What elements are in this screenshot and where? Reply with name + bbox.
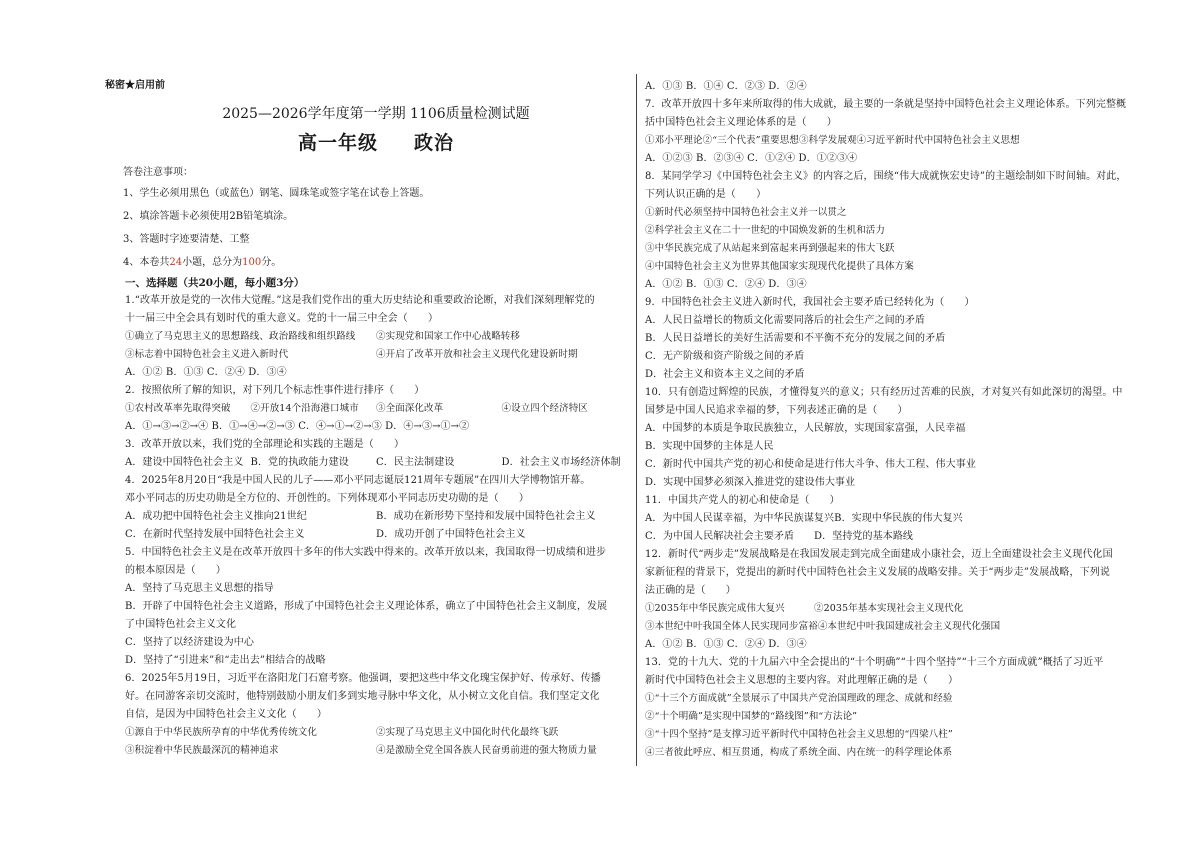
question-9-option-a: A．人民日益增长的物质文化需要同落后的社会生产之间的矛盾 [645,315,926,326]
question-13-cont: 新时代中国特色社会主义思想的主要内容。对此理解正确的是（ ） [645,675,959,686]
question-6-cont-2: 自信，是因为中国特色社会主义文化（ ） [125,709,327,720]
question-10-option-d: D．实现中国梦必须深入推进党的建设伟大事业 [645,477,856,488]
question-11-answers-2: C．为中国人民解决社会主要矛盾 D．坚持党的基本路线 [645,531,914,542]
exam-title: 2025—2026学年度第一学期 1106质量检测试题 [222,106,530,122]
question-6-cont: 好。在同游客亲切交流时，他特别鼓励小朋友们多到实地寻脉中华文化，从小树立文化自信。我们坚定文化 [125,691,600,702]
question-6-options-2: ③积淀着中华民族最深沉的精神追求 ④是激励全党全国各族人民奋勇前进的强大物质力量 [125,745,597,756]
question-8: 8．某同学学习《中国特色社会主义》的内容之后，围绕“伟大成就恢宏史诗”的主题绘制如下时间轴。对此， [645,171,1127,182]
question-12: 12．新时代“两步走”发展战略是在我国发展走到完成全面建成小康社会，迈上全面建设社会主义现代化国 [645,549,1113,560]
question-10-cont: 国梦是中国人民追求幸福的梦，下列表述正确的是（ ） [645,405,908,416]
question-5-option-b: B．开辟了中国特色社会主义道路，形成了中国特色社会主义理论体系，确立了中国特色社会主义制度，发展 [125,601,608,612]
total-score: 100 [242,257,262,268]
question-13-option-4: ④三者彼此呼应、相互贯通，构成了系统全面、内在统一的科学理论体系 [645,747,953,758]
question-4: 4．2025年8月20日“我是中国人民的儿子——邓小平同志诞辰121周年专题展”在四川大学博物馆开幕。 [125,475,591,486]
question-7-cont: 括中国特色社会主义理论体系的是（ ） [645,117,837,128]
question-8-option-3: ③中华民族完成了从站起来到富起来再到强起来的伟大飞跃 [645,243,895,254]
question-13: 13．党的十九大、党的十九届六中全会提出的“十个明确”“十四个坚持”“十三个方面成就”概括了习近平 [645,657,1104,668]
question-1-options: ①确立了马克思主义的思想路线、政治路线和组织路线 ②实现党和国家工作中心战略转移 [125,331,521,342]
column-divider [636,74,637,766]
question-1-cont: 十一届三中全会具有划时代的重大意义。党的十一届三中全会（ ） [125,313,439,324]
notes-heading: 答卷注意事项： [123,167,193,178]
question-12-options-2: ③本世纪中叶我国全体人民实现同步富裕 ④本世纪中叶我国建成社会主义现代化强国 [645,621,1001,632]
question-8-answers: A．①② B．①③ C．②④ D．③④ [645,279,807,290]
question-13-option-2: ②“十个明确”是实现中国梦的“路线图”和“方法论” [645,711,858,722]
section-heading: 一、选择题（共20小题，每小题3分） [125,277,305,289]
question-3: 3．改革开放以来，我们党的全部理论和实践的主题是（ ） [125,439,405,450]
question-11: 11．中国共产党人的初心和使命是（ ） [645,495,840,506]
question-7-answers: A．①②③ B．②③④ C．①②④ D．①②③④ [645,153,858,164]
right-column [645,78,1127,762]
question-4-answers: A．成功把中国特色社会主义推向21世纪 B．成功在新形势下坚持和发展中国特色社会主义 [125,511,596,522]
question-10-option-c: C．新时代中国共产党的初心和使命是进行伟大斗争、伟大工程、伟大事业 [645,459,976,470]
question-9-option-b: B．人民日益增长的美好生活需要和不平衡不充分的发展之间的矛盾 [645,333,946,344]
question-7-options: ①邓小平理论 ②“三个代表”重要思想 ③科学发展观 ④习近平新时代中国特色社会主义思想 [645,135,1020,146]
subject-label: 政治 [414,132,455,154]
note-3: 3、答题时字迹要清楚、工整 [123,234,250,245]
question-4-answers-2: C．在新时代坚持发展中国特色社会主义 D．成功开创了中国特色社会主义 [125,529,526,540]
question-5-option-c: C．坚持了以经济建设为中心 [125,637,254,648]
question-1-options-2: ③标志着中国特色社会主义进入新时代 ④开启了改革开放和社会主义现代化建设新时期 [125,349,578,360]
question-5-option-a: A．坚持了马克思主义思想的指导 [125,583,274,594]
question-6-options: ①源自于中华民族所孕育的中华优秀传统文化 ②实现了马克思主义中国化时代化最终飞跃 [125,727,559,738]
question-2-options: ①农村改革率先取得突破 ②开放14个沿海港口城市 ③全面深化改革 ④设立四个经济特区 [125,403,588,414]
question-10-option-b: B．实现中国梦的主体是人民 [645,441,774,452]
question-8-option-1: ①新时代必须坚持中国特色社会主义并一以贯之 [645,207,847,218]
question-10: 10．只有创造过辉煌的民族，才懂得复兴的意义；只有经历过苦难的民族，才对复兴有如此深切的渴望。中 [645,387,1123,398]
question-9-option-d: D．社会主义和资本主义之间的矛盾 [645,369,805,380]
question-13-option-1: ①“十三个方面成就”全景展示了中国共产党治国理政的理念、成就和经验 [645,693,953,704]
question-5-option-b-cont: 了中国特色社会主义文化 [125,619,237,630]
question-9-option-c: C．无产阶级和资产阶级之间的矛盾 [645,351,805,362]
question-5-cont: 的根本原因是（ ） [125,565,226,576]
question-11-answers: A．为中国人民谋幸福，为中华民族谋复兴 B．实现中华民族的伟大复兴 [645,513,963,524]
question-count: 24 [169,257,183,268]
question-12-cont-2: 法正确的是（ ） [645,585,736,596]
question-6-answers: A．①③ B．①④ C．②③ D．②④ [645,81,807,92]
secret-label: 秘密★启用前 [105,80,165,91]
question-7: 7．改革开放四十多年来所取得的伟大成就，最主要的一条就是坚持中国特色社会主义理论体系。下列完整概 [645,99,1127,110]
question-13-option-3: ③“十四个坚持”是支撑习近平新时代中国特色社会主义思想的“四梁八柱” [645,729,953,740]
question-5: 5．中国特色社会主义是在改革开放四十多年的伟大实践中得来的。改革开放以来，我国取得一切成绩和进步 [125,547,607,558]
question-12-options: ①2035年中华民族完成伟大复兴 ②2035年基本实现社会主义现代化 [645,603,964,614]
question-3-answers: A．建设中国特色社会主义 B．党的执政能力建设 C．民主法制建设 D．社会主义市场经济体制 [125,457,621,468]
question-8-option-4: ④中国特色社会主义为世界其他国家实现现代化提供了具体方案 [645,261,914,272]
grade-label: 高一年级 [297,132,378,154]
question-8-option-2: ②科学社会主义在二十一世纪的中国焕发新的生机和活力 [645,225,886,236]
question-5-option-d: D．坚持了“引进来”和“走出去”相结合的战略 [125,655,326,666]
question-9: 9．中国特色社会主义进入新时代，我国社会主要矛盾已经转化为（ ） [645,297,975,308]
left-column [105,78,627,760]
question-12-answers: A．①② B．①③ C．②④ D．③④ [645,639,807,650]
question-1-answers: A．①② B．①③ C．②④ D．③④ [125,367,287,378]
question-2: 2．按照依所了解的知识，对下列几个标志性事件进行排序（ ） [125,385,425,396]
question-8-cont: 下列认识正确的是（ ） [645,189,767,200]
question-2-answers: A．①→③→②→④ B．①→④→②→③ C．④→①→②→③ D．④→③→①→② [125,421,470,432]
note-1: 1、学生必须用黑色（或蓝色）钢笔、圆珠笔或签字笔在试卷上答题。 [123,188,430,199]
question-6: 6．2025年5月19日，习近平在洛阳龙门石窟考察。他强调，要把这些中华文化瑰宝保护好、传承好、传播 [125,673,601,684]
note-4: 4、本卷共24小题，总分为100分。 [123,257,282,268]
question-4-cont: 邓小平同志的历史功勋是全方位的、开创性的。下列体现邓小平同志历史功勋的是（ ） [125,493,529,504]
note-2: 2、填涂答题卡必须使用2B铅笔填涂。 [123,211,294,222]
question-10-option-a: A．中国梦的本质是争取民族独立，人民解放，实现国家富强，人民幸福 [645,423,966,434]
question-1: 1.“改革开放是党的一次伟大觉醒。”这是我们党作出的重大历史结论和重要政治论断，对我们深刻理解党的 [125,295,595,306]
exam-subtitle [125,128,627,158]
question-12-cont: 家新征程的背景下，党提出的新时代中国特色社会主义发展的战略安排。关于“两步走”发展战略，下列说 [645,567,1110,578]
